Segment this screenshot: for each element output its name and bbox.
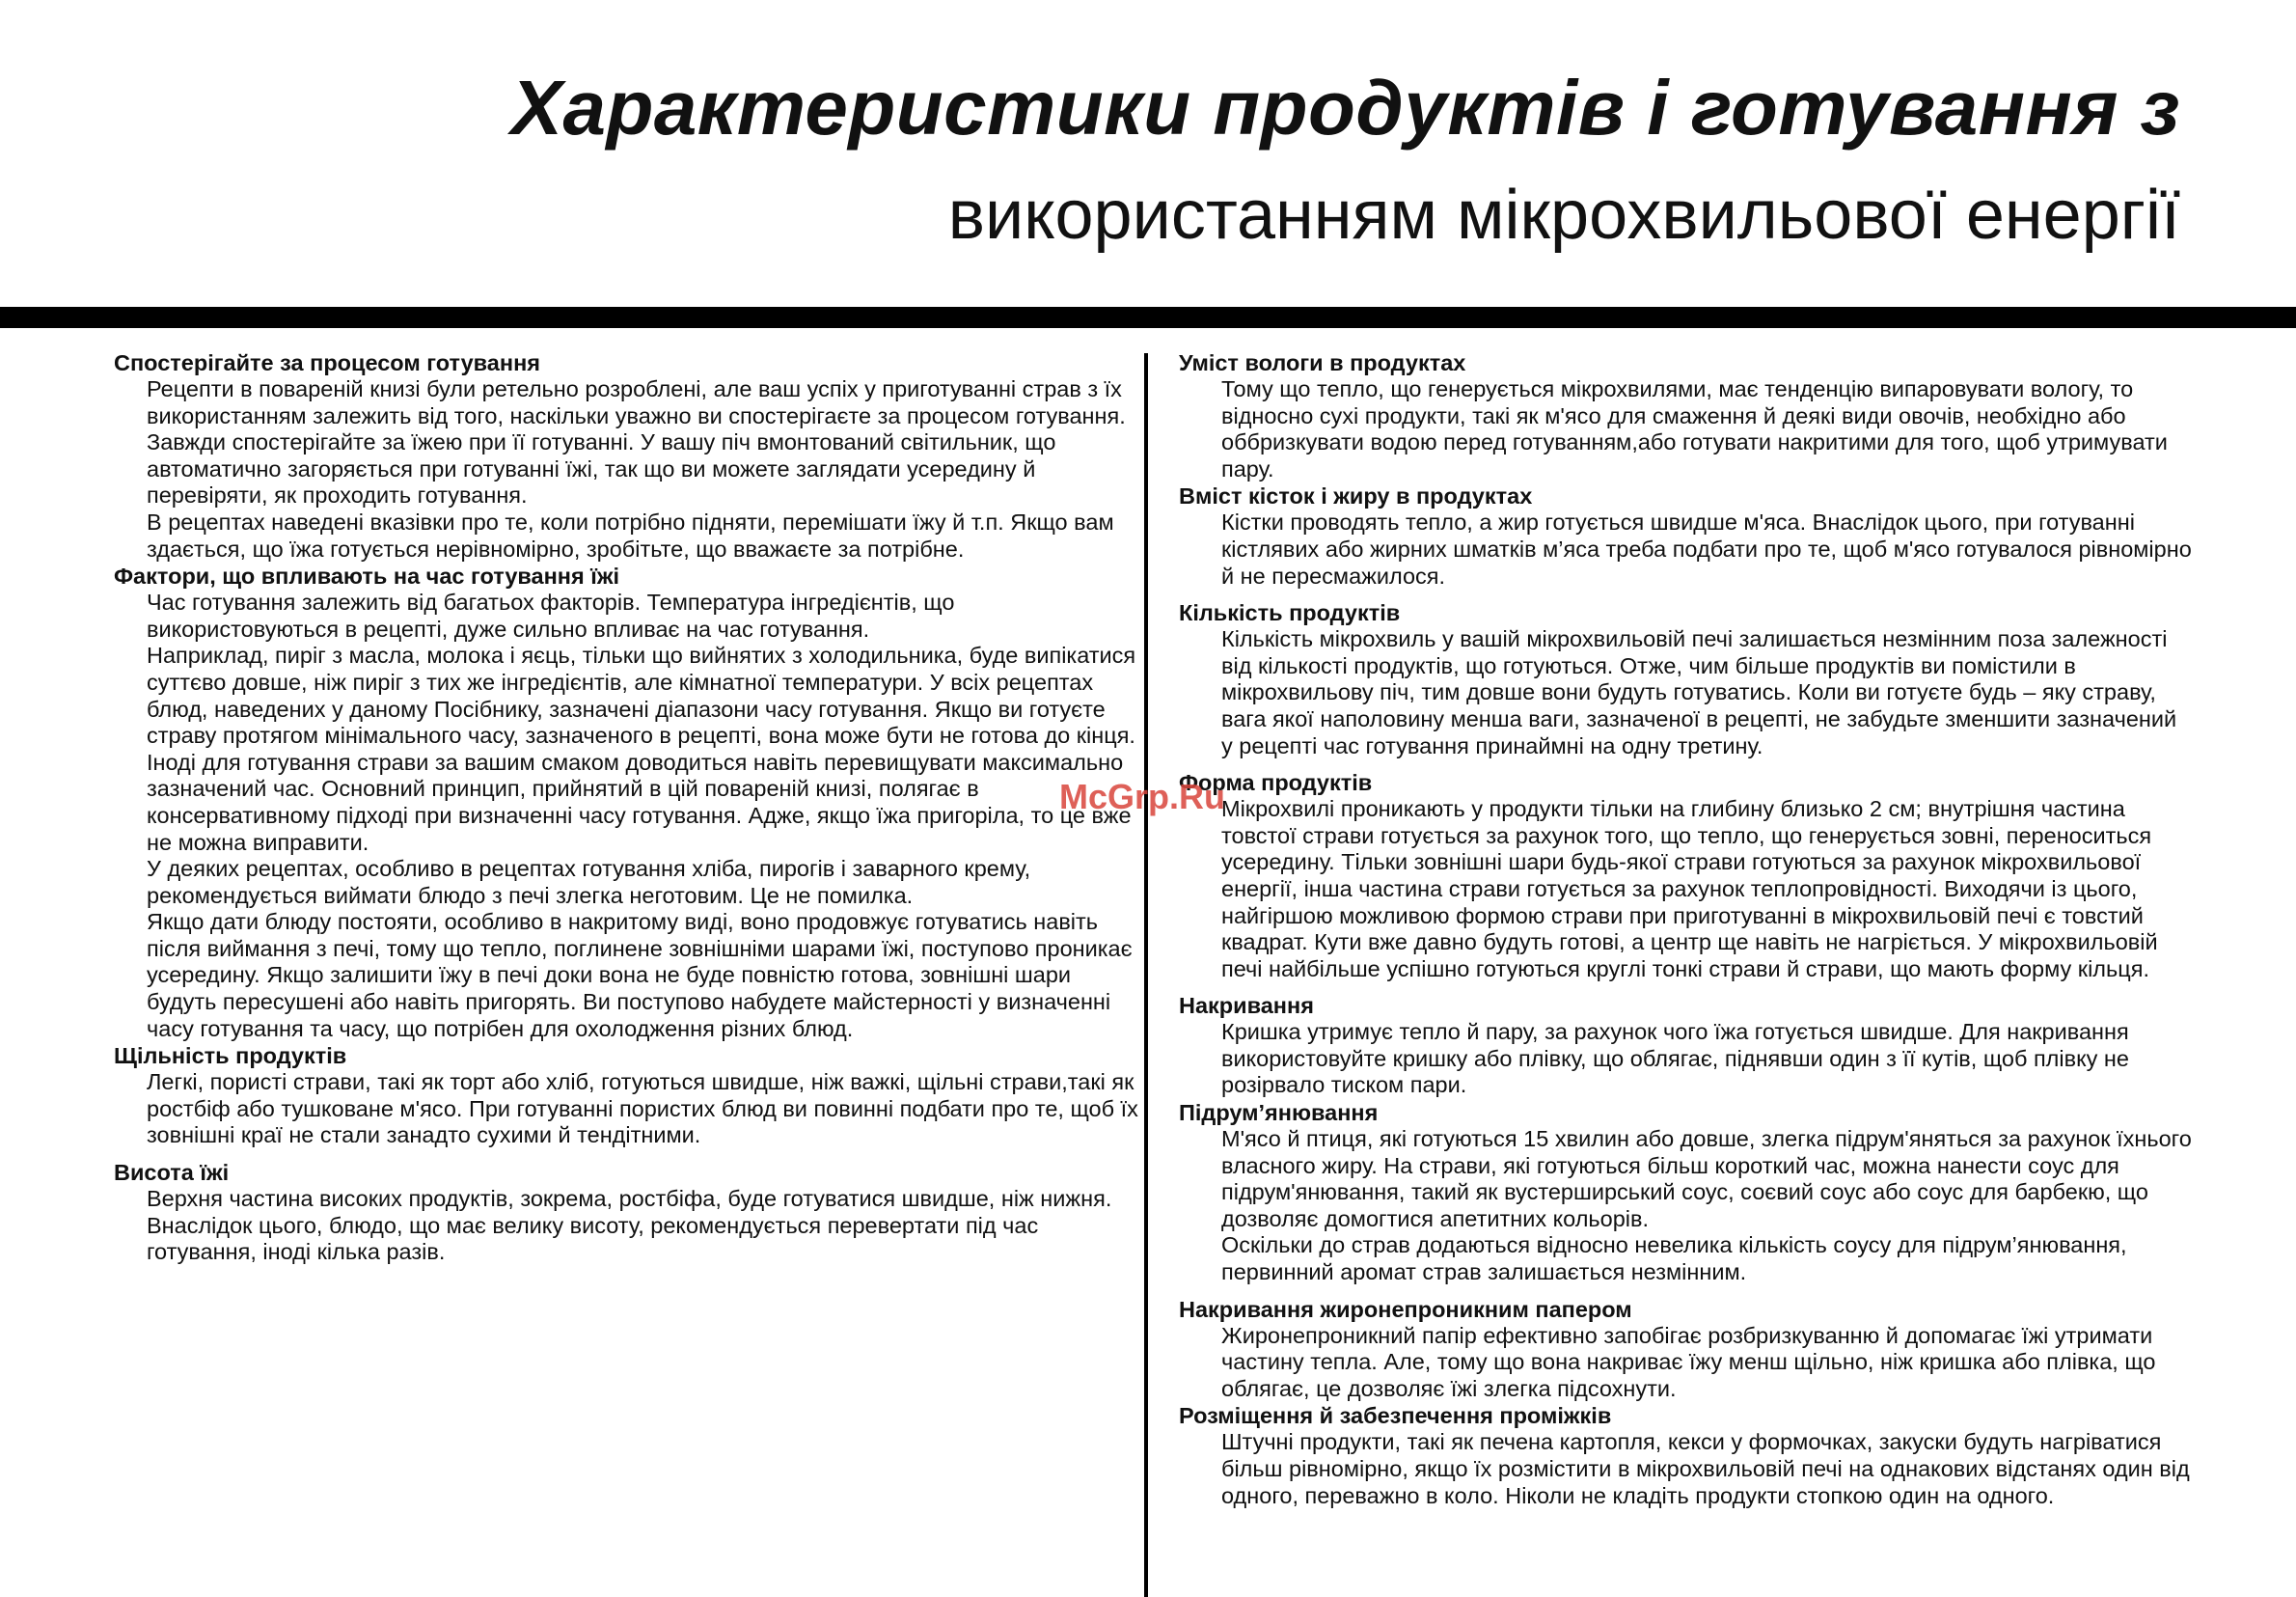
section-heading: Підрум’янювання [1179, 1100, 1379, 1126]
section-covering [1179, 992, 2192, 1099]
page-title [511, 60, 2180, 268]
section-heading: Щільність продуктів [114, 1043, 347, 1069]
section-paragraph: Легкі, пористі страви, такі як торт або хліб, готуються швидше, ніж важкі, щільні страви,такі як ростбіф або тушковане м'ясо. При готуванні пористих блюд ви повинні подбати про те, щоб їх зовнішні краї не стали занадто сухими й тендітними. [147, 1069, 1138, 1148]
section-food-quantity [1179, 599, 2192, 759]
section-paragraph: Час готування залежить від багатьох факторів. Температура інгредієнтів, що використовуються в рецепті, дуже сильно впливає на час готування. [147, 590, 955, 642]
section-heading: Уміст вологи в продуктах [1179, 350, 1466, 375]
section-food-density [114, 1042, 1138, 1149]
section-paragraph: Жиронепроникний папір ефективно запобігає розбризкуванню й допомагає їжі утримати частину тепла. Але, тому що вона накриває їжу менш щільно, ніж кришка або плівка, що облягає, це дозволяє їжі злегка підсохнути. [1221, 1322, 2156, 1401]
section-paragraph: Кістки проводять тепло, а жир готується швидше м'яса. Внаслідок цього, при готуванні кістлявих або жирних шматків м’яса треба подбати про те, щоб м'ясо готувалося рівномірно й не пересмажилося. [1221, 509, 2192, 589]
section-food-height [114, 1159, 1138, 1266]
header-rule [0, 307, 2296, 328]
section-heading: Фактори, що впливають на час готування їжі [114, 564, 620, 590]
section-paragraph: Верхня частина високих продуктів, зокрема, ростбіфа, буде готуватися швидше, ніж нижня. Внаслідок цього, блюдо, що має велику висоту, рекомендується перевертати під час готування, іноді кілька разів. [147, 1186, 1112, 1265]
section-paragraph: Рецепти в повареній книзі були ретельно розроблені, але ваш успіх у приготуванні страв з їх використанням залежить від того, наскільки уважно ви спостерігаєте за процесом готування. Завжди спостерігайте за їжею при її готуванні. У вашу піч вмонтований світильник, що автоматично загоряється при готуванні їжі, так що ви можете заглядати усередину й перевіряти, як проходить готування. [147, 376, 1126, 509]
section-paragraph: М'ясо й птиця, які готуються 15 хвилин або довше, злегка підрум'яняться за рахунок їхнього власного жиру. На страви, які готуються більш короткий час, можна нанести соус для підрум'янювання, такий як вустерширський соус, соєвий соус або соус для барбекю, що дозволяє домогтися апетитних кольорів. [1221, 1126, 2192, 1231]
section-bones-fat [1179, 482, 2192, 590]
section-spacing [1179, 1402, 2192, 1509]
section-heading: Кількість продуктів [1179, 600, 1401, 626]
section-cooking-time-factors [114, 563, 1138, 1042]
column-divider [1144, 353, 1148, 1597]
watermark-logo: McGrp.Ru [1059, 777, 1226, 816]
section-paragraph: Кількість мікрохвиль у вашій мікрохвильовій печі залишається незмінним поза залежності від кількості продуктів, що готуються. Отже, чим більше продуктів ви помістили в мікрохвильову піч, тим довше вони будуть готуватись. Коли ви готуєте будь – яку страву, вага якої наполовину менша ваги, зазначеної в рецепті, не забудьте зменшити зазначений у рецепті час готування принаймні на одну третину. [1221, 626, 2177, 758]
section-paragraph: Оскільки до страв додаються відносно невелика кількість соусу для підрум’янювання, первинний аромат страв залишається незмінним. [1221, 1232, 2127, 1285]
section-heading: Накривання жиронепроникним папером [1179, 1296, 1632, 1322]
section-paragraph: Тому що тепло, що генерується мікрохвилями, має тенденцію випаровувати вологу, то відносно сухі продукти, такі як м'ясо для смаження й деякі види овочів, необхідно або оббризкувати водою перед готуванням,або готувати накритими для того, щоб утримувати пару. [1221, 376, 2168, 482]
section-browning [1179, 1099, 2192, 1286]
section-heading: Форма продуктів [1179, 770, 1373, 796]
section-observe-cooking [114, 349, 1138, 563]
section-heading: Спостерігайте за процесом готування [114, 350, 540, 375]
section-paragraph: У деяких рецептах, особливо в рецептах готування хліба, пирогів і заварного крему, рекомендується виймати блюдо з печі злегка неготовим. Це не помилка. [147, 856, 1031, 908]
title-line-1: Характеристики продуктів і готування з [510, 65, 2180, 151]
section-heading: Вміст кісток і жиру в продуктах [1179, 483, 1533, 509]
section-paragraph: Мікрохвилі проникають у продукти тільки на глибину близько 2 см; внутрішня частина товстої страви готується за рахунок того, що тепло, що генерується зовні, переноситься усередину. Тільки зовнішні шари будь-якої страви готуються за рахунок мікрохвильової енергії, інша частина страви готується за рахунок теплопровідності. Виходячи із цього, найгіршою можливою формою страви при приготуванні в мікрохвильовій печі є товстий квадрат. Кути вже давно будуть готові, а центр ще навіть не нагріється. У мікрохвильовій печі найбільше успішно готуються круглі тонкі страви й страви, що мають форму кільця. [1221, 796, 2158, 981]
section-paragraph: Штучні продукти, такі як печена картопля, кекси у формочках, закуски будуть нагріватися більш рівномірно, якщо їх розмістити в мікрохвильовій печі на однакових відстанях один від одного, переважно в коло. Ніколи не кладіть продукти стопкою один на одного. [1221, 1429, 2190, 1508]
section-heading: Накривання [1179, 993, 1314, 1019]
right-column [1179, 349, 2192, 1509]
section-waxed-paper [1179, 1296, 2192, 1403]
left-column [114, 349, 1138, 1266]
section-paragraph: Якщо дати блюду постояти, особливо в накритому виді, воно продовжує готуватись навіть після виймання з печі, тому що тепло, поглинене зовнішніми шарами їжі, поступово проникає усередину. Якщо залишити їжу в печі доки вона не буде повністю готова, зовнішні шари будуть пересушені або навіть пригорять. Ви поступово набудете майстерності у визначенні часу готування та часу, що потрібен для охолодження різних блюд. [147, 909, 1133, 1041]
title-line-2: використанням мікрохвильової енергії [947, 177, 2180, 254]
section-heading: Розміщення й забезпечення проміжків [1179, 1403, 1612, 1429]
section-paragraph: Наприклад, пиріг з масла, молока і яєць, тільки що вийнятих з холодильника, буде випікатися суттєво довше, ніж пиріг з тих же інгредієнтів, але кімнатної температури. У всіх рецептах блюд, наведених у даному Посібнику, зазначені діапазони часу готування. Якщо ви готуєте страву протягом мінімального часу, зазначеного в рецепті, вона може бути не готова до кінця. Іноді для готування страви за вашим смаком доводиться навіть перевищувати максимально зазначений час. Основний принцип, прийнятий в цій повареній книзі, полягає в консервативному підході при визначенні часу готування. Адже, якщо їжа пригоріла, то це вже не можна виправити. [147, 643, 1136, 855]
section-moisture-content [1179, 349, 2192, 482]
section-paragraph: Кришка утримує тепло й пару, за рахунок чого їжа готується швидше. Для накривання використовуйте кришку або плівку, що облягає, піднявши один з її кутів, щоб плівку не розірвало тиском пари. [1221, 1019, 2129, 1098]
section-heading: Висота їжі [114, 1160, 230, 1186]
section-food-shape [1179, 769, 2192, 982]
section-paragraph: В рецептах наведені вказівки про те, коли потрібно підняти, перемішати їжу й т.п. Якщо вам здається, що їжа готується нерівномірно, зробітьте, що вважаєте за потрібне. [147, 509, 1114, 562]
